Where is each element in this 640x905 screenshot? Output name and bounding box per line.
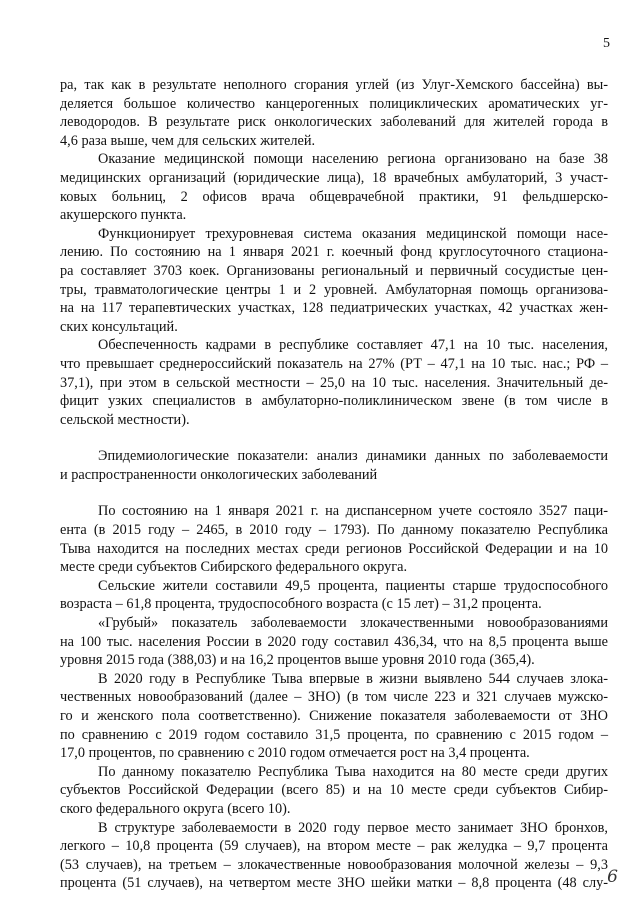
- text-line: субъектов Российской Федерации (всего 85) и на 10 месте среди субъектов Сибир-: [60, 782, 608, 799]
- text-line: Оказание медицинской помощи населению региона организовано на базе 38: [98, 151, 608, 168]
- text-line: ковых больниц, 2 офисов врача общеврачебной практики, 91 фельдшерско-: [60, 188, 608, 205]
- text-line: Сельские жители составили 49,5 процента, пациенты старше трудоспособного: [98, 577, 608, 594]
- text-block-intro: [60, 76, 608, 429]
- text-line: чественных новообразований (далее – ЗНО) (в том числе 223 и 321 случаев мужско-: [60, 689, 608, 706]
- text-line: 37,1), при этом в сельской местности – 25,0 на 10 тыс. населения. Значительный де-: [60, 374, 608, 391]
- text-line: Тыва находится на последних местах среди регионов Российской Федерации и на 10: [60, 540, 608, 557]
- text-line: акушерского пункта.: [60, 207, 187, 224]
- text-line: процента (51 случаев), на четвертом месте ЗНО шейки матки – 8,8 процента (48 слу-: [60, 875, 608, 892]
- text-line: «Грубый» показатель заболеваемости злокачественными новообразованиями: [98, 615, 608, 632]
- text-line: 4,6 раза выше, чем для сельских жителей.: [60, 132, 316, 149]
- text-line: на 100 тыс. населения России в 2020 году составил 436,34, что на 8,5 процента выше: [60, 633, 608, 650]
- text-line: Обеспеченность кадрами в республике составляет 47,1 на 10 тыс. населения,: [98, 337, 608, 354]
- text-line: и распространенности онкологических заболеваний: [60, 466, 378, 483]
- text-line: По состоянию на 1 января 2021 г. на диспансерном учете состояло 3527 паци-: [98, 503, 608, 520]
- text-line: что превышает среднероссийский показатель на 27% (РТ – 47,1 на 10 тыс. нас.; РФ –: [60, 355, 608, 372]
- text-line: фицит узких специалистов в амбулаторно-поликлиническом звене (в том числе в: [60, 393, 608, 410]
- text-line: лению. По состоянию на 1 января 2021 г. коечный фонд круглосуточного стациона-: [60, 244, 608, 261]
- text-line: деляется большое количество канцерогенных полициклических ароматических уг-: [60, 95, 608, 112]
- document-body: [60, 76, 608, 893]
- text-line: По данному показателю Республика Тыва находится на 80 месте среди других: [98, 763, 608, 780]
- text-line: ента (в 2015 году – 2465, в 2010 году – 1793). По данному показателю Республика: [60, 522, 608, 539]
- text-line: по сравнению с 2019 годом составило 31,5 процента, по сравнению с 2015 годом –: [60, 726, 608, 743]
- text-line: уровня 2015 года (388,03) и на 16,2 процентов выше уровня 2010 года (365,4).: [60, 652, 535, 669]
- text-line: ского федерального округа (всего 10).: [60, 800, 291, 817]
- text-line: леводородов. В результате риск онкологических заболеваний для жителей города в: [60, 114, 608, 131]
- text-line: месте среди субъектов Сибирского федерального округа.: [60, 559, 408, 576]
- spacer: [60, 429, 608, 447]
- text-line: го и женского пола соответственно). Снижение показателя заболеваемости от ЗНО: [60, 708, 608, 724]
- text-line: на на 117 терапевтических участках, 128 педиатрических участках, 42 участках жен-: [60, 300, 608, 317]
- page-number: 5: [603, 36, 610, 51]
- text-line: (53 случаев), на третьем – злокачественные новообразования молочной железы – 9,3: [60, 856, 608, 873]
- text-line: возраста – 61,8 процента, трудоспособного возраста (с 15 лет) – 31,2 процента.: [60, 596, 542, 613]
- text-block-statistics: [60, 502, 608, 892]
- text-line: легкого – 10,8 процента (59 случаев), на втором месте – рак желудка – 9,7 процента: [60, 838, 608, 855]
- text-line: тры, травматологические центры 1 и 2 уровней. Амбулаторная помощь организова-: [60, 281, 608, 298]
- text-line: В 2020 году в Республике Тыва впервые в жизни выявлено 544 случаев злока-: [98, 670, 608, 687]
- text-line: ских консультаций.: [60, 318, 178, 335]
- text-line: ра составляет 3703 коек. Организованы региональный и первичный сосудистые цен-: [60, 262, 608, 279]
- text-line: 17,0 процентов, по сравнению с 2010 годом отмечается рост на 3,4 процента.: [60, 745, 530, 762]
- text-line: В структуре заболеваемости в 2020 году первое место занимает ЗНО бронхов,: [98, 819, 608, 836]
- text-line: Функционирует трехуровневая система оказания медицинской помощи насе-: [98, 225, 608, 242]
- text-line: ра, так как в результате неполного сгорания углей (из Улуг-Хемского бассейна) вы-: [60, 77, 608, 93]
- spacer: [60, 484, 608, 502]
- text-line: сельской местности).: [60, 411, 190, 428]
- text-line: Эпидемиологические показатели: анализ динамики данных по заболеваемости: [98, 448, 608, 465]
- text-line: медицинских организаций (юридические лица), 18 врачебных амбулаторий, 3 участ-: [60, 169, 608, 186]
- handwritten-page-mark: 6: [607, 867, 618, 887]
- section-heading: [60, 447, 608, 484]
